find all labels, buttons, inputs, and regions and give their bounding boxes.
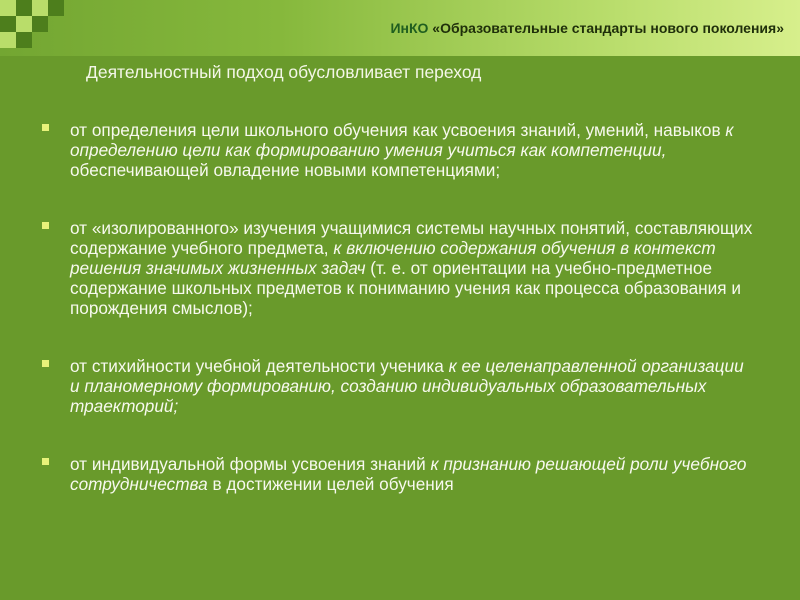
- subtitle: Деятельностный подход обусловливает переход: [86, 62, 482, 82]
- item-emphasis: к ее целенаправленной организации и планомерному формированию, созданию индивидуальных образовательных траекторий;: [70, 356, 744, 416]
- item-text: от определения цели школьного обучения как усвоения знаний, умений, навыков: [70, 120, 726, 140]
- item-text: от стихийности учебной деятельности ученика: [70, 356, 449, 376]
- item-emphasis: к признанию решающей роли учебного сотрудничества: [70, 454, 747, 494]
- header-title: [390, 20, 784, 36]
- checker-decoration: [0, 0, 64, 48]
- item-emphasis: к определению цели как формированию умения учиться как компетенции,: [70, 120, 734, 160]
- bullet-icon: [42, 222, 49, 229]
- list-item: [42, 218, 757, 318]
- item-text-tail: (т. е. от ориентации на учебно-предметное содержание школьных предметов к пониманию учения как процесса образования и порождения смыслов);: [70, 258, 741, 318]
- item-text-tail: обеспечивающей овладение новыми компетенциями;: [70, 160, 501, 180]
- bullet-icon: [42, 360, 49, 367]
- item-text: от «изолированного» изучения учащимися системы научных понятий, составляющих содержание учебного предмета,: [70, 218, 753, 258]
- item-emphasis: к включению содержания обучения в контекст решения значимых жизненных задач: [70, 238, 716, 278]
- bullet-list: [42, 120, 757, 494]
- list-item: [42, 454, 757, 494]
- header-brand: ИнКО: [390, 20, 429, 36]
- bullet-icon: [42, 458, 49, 465]
- bullet-icon: [42, 124, 49, 131]
- item-text: от индивидуальной формы усвоения знаний: [70, 454, 431, 474]
- list-item: [42, 356, 757, 416]
- header-title-text: «Образовательные стандарты нового поколения»: [428, 20, 784, 36]
- item-text-tail: в достижении целей обучения: [207, 474, 454, 494]
- list-item: [42, 120, 757, 180]
